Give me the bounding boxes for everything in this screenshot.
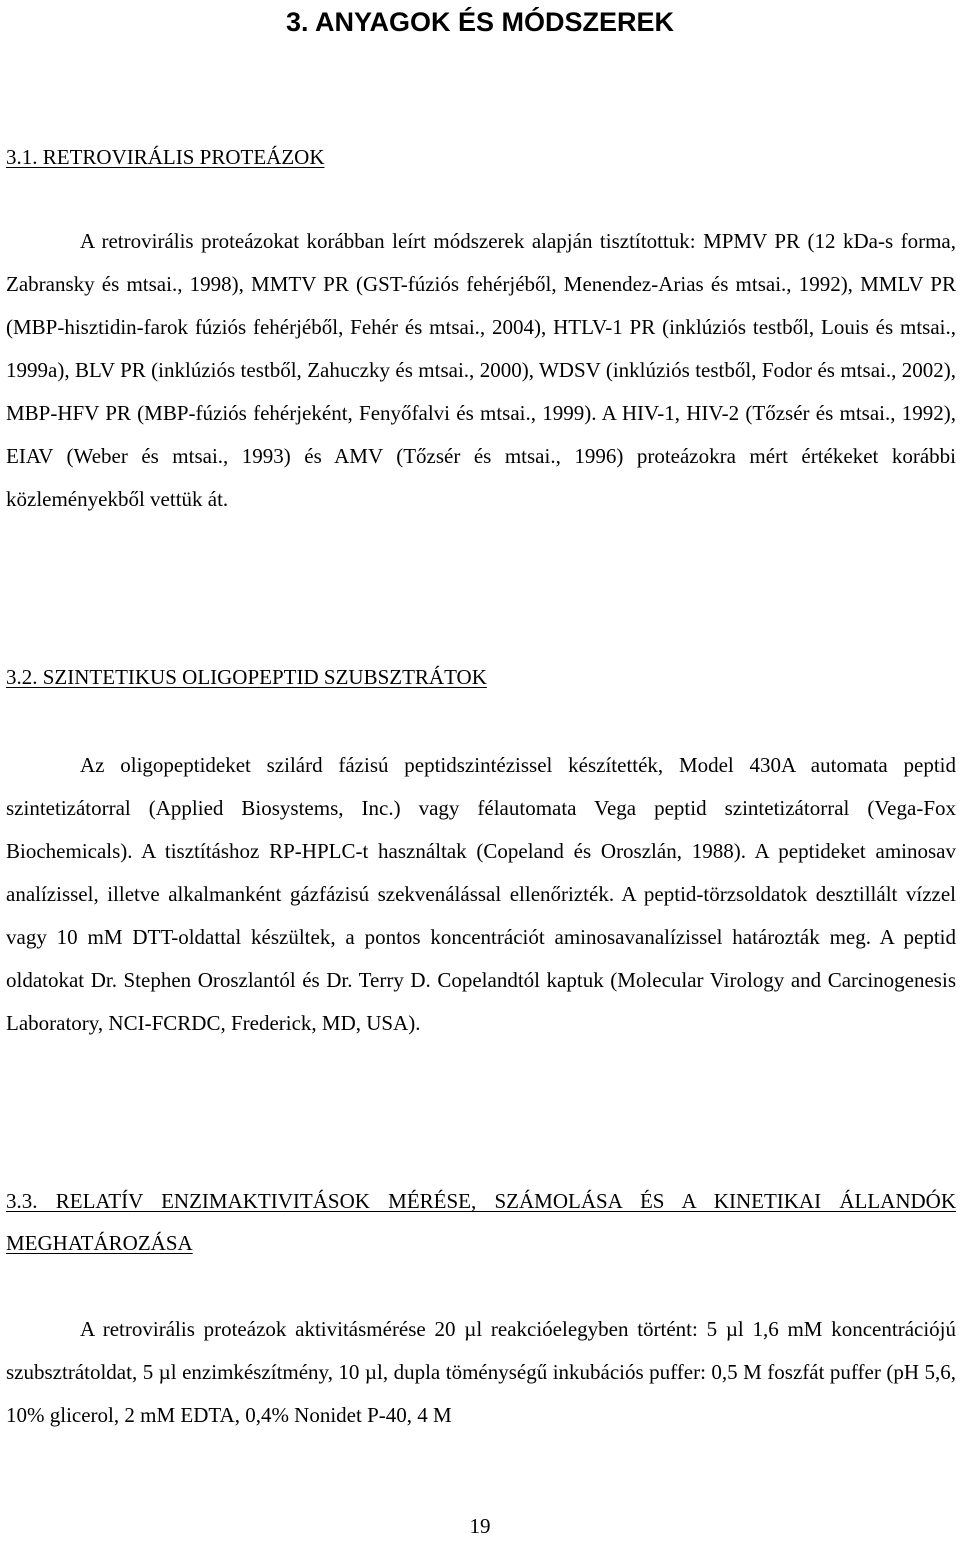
section-heading-text: 3.1. RETROVIRÁLIS PROTEÁZOK [6,145,325,169]
section-heading-text: 3.2. SZINTETIKUS OLIGOPEPTID SZUBSZTRÁTOK [6,665,487,689]
section-paragraph-3-1: A retrovirális proteázokat korábban leírt módszerek alapján tisztítottuk: MPMV PR (12 kDa-s forma, Zabransky és mtsai., 1998), MMTV PR (GST-fúziós fehérjéből, Menendez-Arias és mtsai., 1992), MMLV PR (MBP-hisztidin-farok fúziós fehérjéből, Fehér és mtsai., 2004), HTLV-1 PR (inklúziós testből, Louis és mtsai., 1999a), BLV PR (inklúziós testből, Zahuczky és mtsai., 2000), WDSV (inklúziós testből, Fodor és mtsai., 2002), MBP-HFV PR (MBP-fúziós fehérjeként, Fenyőfalvi és mtsai., 1999). A HIV-1, HIV-2 (Tőzsér és mtsai., 1992), EIAV (Weber és mtsai., 1993) és AMV (Tőzsér és mtsai., 1996) proteázokra mért értékeket korábbi közleményekből vettük át. [6,229,956,511]
section-paragraph-3-3: A retrovirális proteázok aktivitásmérése 20 µl reakcióelegyben történt: 5 µl 1,6 mM koncentrációjú szubsztrátoldat, 5 µl enzimkészítmény, 10 µl, dupla töménységű inkubációs puffer: 0,5 M foszfát puffer (pH 5,6, 10% glicerol, 2 mM EDTA, 0,4% Nonidet P-40, 4 M [6,1317,956,1427]
page-number: 19 [469,1514,491,1538]
section-paragraph-3-2: Az oligopeptideket szilárd fázisú peptidszintézissel készítették, Model 430A automata peptid szintetizátorral (Applied Biosystems, Inc.) vagy félautomata Vega peptid szintetizátorral (Vega-Fox Biochemicals). A tisztításhoz RP-HPLC-t használtak (Copeland és Oroszlán, 1988). A peptideket aminosav analízissel, illetve alkalmanként gázfázisú szekvenálással ellenőrizték. A peptid-törzsoldatok desztillált vízzel vagy 10 mM DTT-oldattal készültek, a pontos koncentrációt aminosavanalízissel határozták meg. A peptid oldatokat Dr. Stephen Oroszlantól és Dr. Terry D. Copelandtól kaptuk (Molecular Virology and Carcinogenesis Laboratory, NCI-FCRDC, Frederick, MD, USA). [6,753,956,1035]
section-heading-3-3 [6,1180,956,1264]
section-heading-3-1 [6,136,956,178]
chapter-title: 3. ANYAGOK ÉS MÓDSZEREK [285,7,675,37]
section-heading-3-2 [6,656,956,698]
section-heading-text: 3.3. RELATÍV ENZIMAKTIVITÁSOK MÉRÉSE, SZÁMOLÁSA ÉS A KINETIKAI ÁLLANDÓK MEGHATÁROZÁSA [6,1189,956,1255]
